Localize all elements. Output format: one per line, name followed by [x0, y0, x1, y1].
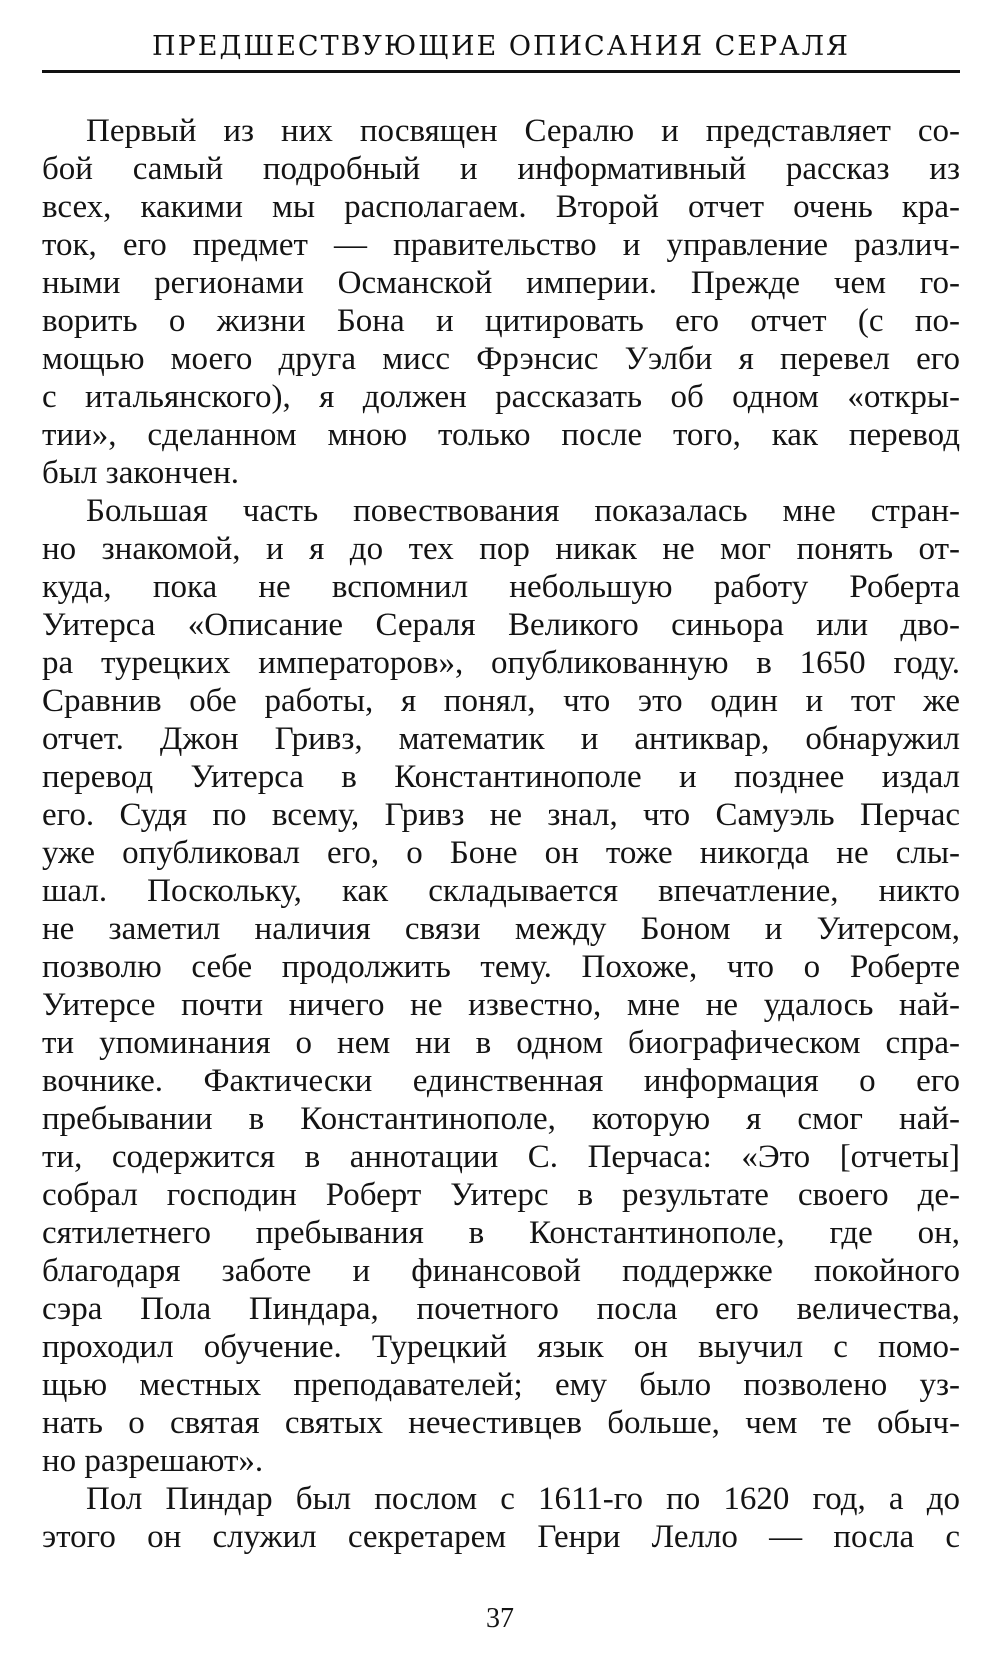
text-line: бой самый подробный и информативный рассказ из: [42, 151, 960, 187]
text-line: ворить о жизни Бона и цитировать его отчет (с по-: [42, 303, 960, 339]
text-line: перевод Уитерса в Константинополе и позднее издал: [42, 759, 960, 795]
text-line: шал. Поскольку, как складывается впечатление, никто: [42, 873, 960, 909]
page-number: 37: [486, 1603, 514, 1634]
text-line: был закончен.: [42, 455, 240, 491]
text-line: ными регионами Османской империи. Прежде чем го-: [42, 265, 960, 301]
text-line: Уитерса «Описание Сераля Великого синьора или дво-: [42, 607, 960, 643]
text-line: сятилетнего пребывания в Константинополе, где он,: [42, 1215, 960, 1251]
text-line: Сравнив обе работы, я понял, что это один и тот же: [42, 683, 960, 719]
text-line: Первый из них посвящен Сералю и представляет со-: [86, 113, 960, 149]
running-head: ПРЕДШЕСТВУЮЩИЕ ОПИСАНИЯ СЕРАЛЯ: [152, 31, 850, 62]
text-line: нать о святая святых нечестивцев больше, чем те обыч-: [42, 1405, 960, 1441]
text-line: отчет. Джон Гривз, математик и антиквар, обнаружил: [42, 721, 960, 757]
text-line: ти упоминания о нем ни в одном биографическом спра-: [42, 1025, 960, 1061]
text-line: благодаря заботе и финансовой поддержке покойного: [42, 1253, 960, 1289]
text-line: Пол Пиндар был послом с 1611-го по 1620 год, а до: [86, 1481, 960, 1517]
header-rule: [42, 70, 960, 73]
text-line: позволю себе продолжить тему. Похоже, что о Роберте: [42, 949, 960, 985]
body-text: [42, 112, 960, 1556]
text-line: собрал господин Роберт Уитерс в результате своего де-: [42, 1177, 960, 1213]
text-line: мощью моего друга мисс Фрэнсис Уэлби я перевел его: [42, 341, 960, 377]
text-line: с итальянского), я должен рассказать об одном «откры-: [42, 379, 960, 415]
text-line: ти, содержится в аннотации С. Перчаса: «Это [отчеты]: [42, 1139, 960, 1175]
text-line: вочнике. Фактически единственная информация о его: [42, 1063, 960, 1099]
text-line: куда, пока не вспомнил небольшую работу Роберта: [42, 569, 960, 605]
text-line: не заметил наличия связи между Боном и Уитерсом,: [42, 911, 960, 947]
text-line: сэра Пола Пиндара, почетного посла его величества,: [42, 1291, 960, 1327]
text-line: ра турецких императоров», опубликованную в 1650 году.: [42, 645, 960, 681]
text-line: Большая часть повествования показалась мне стран-: [86, 493, 960, 529]
text-line: уже опубликовал его, о Боне он тоже никогда не слы-: [42, 835, 960, 871]
text-line: тии», сделанном мною только после того, как перевод: [42, 417, 960, 453]
text-line: щью местных преподавателей; ему было позволено уз-: [42, 1367, 960, 1403]
text-line: пребывании в Константинополе, которую я смог най-: [42, 1101, 960, 1137]
text-line: его. Судя по всему, Гривз не знал, что Самуэль Перчас: [42, 797, 960, 833]
text-line: проходил обучение. Турецкий язык он выучил с помо-: [42, 1329, 960, 1365]
text-line: Уитерсе почти ничего не известно, мне не удалось най-: [42, 987, 960, 1023]
text-line: этого он служил секретарем Генри Лелло — посла с: [42, 1519, 960, 1555]
text-line: всех, какими мы располагаем. Второй отчет очень кра-: [42, 189, 960, 225]
text-line: но знакомой, и я до тех пор никак не мог понять от-: [42, 531, 960, 567]
text-line: но разрешают».: [42, 1443, 264, 1479]
text-line: ток, его предмет — правительство и управление различ-: [42, 227, 960, 263]
